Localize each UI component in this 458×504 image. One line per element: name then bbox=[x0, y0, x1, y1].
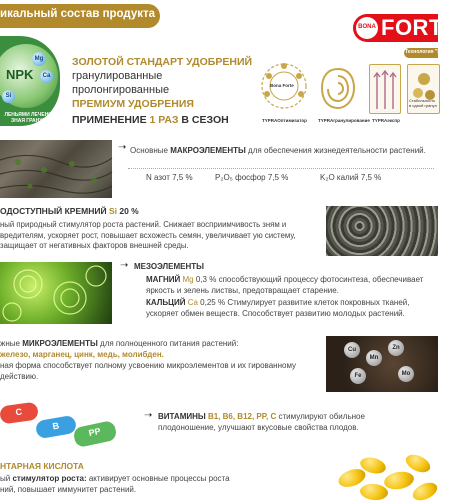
cells-photo bbox=[0, 262, 112, 324]
mg-label: МАГНИЙ bbox=[146, 275, 181, 284]
badge-label-line1: ЛЕНЬЯМИ ЛЕЧЕНИЯ bbox=[4, 112, 56, 118]
tech-express-icon bbox=[369, 64, 401, 114]
intro-application-c: В СЕЗОН bbox=[181, 114, 229, 126]
micro-body: ная форма способствует полному усвоению микроэлементов и их гированному действию. bbox=[0, 361, 297, 381]
macro-title-c: для обеспечения жизнедеятельности растений. bbox=[248, 146, 426, 155]
silicon-title-text: ОДОСТУПНЫЙ КРЕМНИЙ bbox=[0, 206, 107, 216]
intro-granulated: гранулированные bbox=[72, 70, 163, 82]
ca-symbol: Ca bbox=[187, 298, 198, 307]
tech-label-2: TYPRAгранулирование bbox=[318, 118, 370, 123]
tech-label-4: Стабильность в одной гранул bbox=[409, 98, 437, 108]
mg-symbol: Mg bbox=[182, 275, 194, 284]
silicon-title bbox=[0, 206, 139, 216]
amber-line2: ний, повышает иммунитет растений. bbox=[0, 485, 137, 494]
si-ball-icon: Si bbox=[2, 90, 15, 103]
brand-logo-bona: BONA bbox=[358, 24, 376, 30]
vitamins-list: B1, B6, B12, PP, C bbox=[207, 412, 277, 421]
fe-ball-icon: Fe bbox=[350, 368, 366, 384]
amber-title: НТАРНАЯ КИСЛОТА bbox=[0, 461, 84, 471]
granules-photo bbox=[326, 206, 438, 256]
arrow-icon: ➝ bbox=[144, 410, 153, 421]
meso-mg bbox=[146, 274, 434, 296]
micro-elements-photo bbox=[326, 336, 438, 392]
ca-ball-icon: Ca bbox=[40, 70, 53, 83]
meso-ca bbox=[146, 297, 434, 319]
macro-p: P₂O₅ фосфор 7,5 % bbox=[215, 173, 289, 182]
badge-label bbox=[0, 112, 60, 124]
amber-line1 bbox=[0, 473, 322, 484]
mg-body: способствующий процессу фотосинтеза, обеспечивает яркость и зелень листвы, предотвращает старение. bbox=[146, 275, 424, 295]
ca-body: Стимулирует развитие клеток покровных тканей, ускоряет обмен веществ. Способствует развитию молодых растений. bbox=[146, 298, 410, 318]
amber-line1-a: ый bbox=[0, 474, 11, 483]
intro-gold-standard: ЗОЛОТОЙ СТАНДАРТ УДОБРЕНИЙ bbox=[72, 56, 253, 68]
macro-n: N азот 7,5 % bbox=[146, 173, 193, 182]
vitamins-body-a: стимулируют обильное bbox=[278, 412, 365, 421]
vitamin-b-pill-icon: B bbox=[35, 415, 78, 440]
header-title: икальный состав продукта bbox=[0, 8, 156, 20]
vitamins-body-b: плодоношение, улучшают вкусовые свойства плодов. bbox=[158, 423, 359, 432]
mg-ball-icon: Mg bbox=[32, 52, 46, 66]
tech-optimizer-icon bbox=[259, 60, 309, 116]
macro-divider bbox=[128, 168, 434, 169]
tech-granule-icon bbox=[318, 64, 358, 114]
macro-title-a: Основные bbox=[130, 146, 168, 155]
tech-label-3: TYPRAэкспр bbox=[372, 118, 400, 123]
ca-pct: 0,25 % bbox=[200, 298, 226, 307]
micro-title-b: МИКРОЭЛЕМЕНТЫ bbox=[22, 339, 98, 348]
silicon-symbol: Si bbox=[108, 206, 117, 216]
amber-capsule-icon bbox=[410, 479, 440, 504]
macro-k: K₂O калий 7,5 % bbox=[320, 173, 382, 182]
vitamins-line1 bbox=[158, 411, 436, 422]
micro-list: железо, марганец, цинк, медь, молибден. bbox=[0, 350, 164, 359]
tech-bona-label: Bona Forte bbox=[270, 83, 294, 88]
brand-logo-forte: FORTE bbox=[381, 15, 458, 40]
vitamins-title: ВИТАМИНЫ bbox=[158, 412, 206, 421]
tech-label-1: TYPRAОптимизатор bbox=[262, 118, 307, 123]
silicon-body: ный природный стимулятор роста растений. Снижает восприимчивость зням и вредителям, ускоряет рост, повышает всхожесть семян, увеличивает ую систему, защищает от негативных факторов внешней среды. bbox=[0, 220, 296, 250]
badge-label-line2: ЗНАЯ ГРАНУЛЕ bbox=[10, 118, 50, 124]
amber-capsule-icon bbox=[359, 483, 388, 501]
ca-label: КАЛЬЦИЙ bbox=[146, 298, 186, 307]
mn-ball-icon: Mn bbox=[366, 350, 382, 366]
macro-title-b: МАКРОЭЛЕМЕНТЫ bbox=[170, 146, 246, 155]
amber-line1-b: стимулятор роста: bbox=[12, 474, 87, 483]
micro-post: для полноценного питания растений: bbox=[100, 339, 239, 348]
field-photo bbox=[0, 140, 112, 198]
arrow-icon: ➝ bbox=[120, 260, 129, 271]
macro-title bbox=[118, 145, 436, 156]
silicon-pct: 20 % bbox=[119, 206, 139, 216]
mg-pct: 0,3 % bbox=[195, 275, 217, 284]
micro-title bbox=[0, 338, 322, 349]
meso-title: МЕЗОЭЛЕМЕНТЫ bbox=[134, 262, 204, 271]
vitamin-pp-pill-icon: PP bbox=[72, 420, 117, 448]
vitamin-c-pill-icon: C bbox=[0, 401, 39, 424]
tech-header: Технология "SIN bbox=[405, 49, 446, 55]
npk-badge-text: NPK bbox=[6, 67, 34, 82]
arrow-icon: ➝ bbox=[118, 142, 127, 153]
intro-application-b: 1 РАЗ bbox=[149, 114, 179, 126]
zn-ball-icon: Zn bbox=[388, 340, 404, 356]
intro-prolonged: пролонгированные bbox=[72, 84, 170, 96]
intro-application bbox=[72, 114, 229, 126]
intro-premium: ПРЕМИУМ УДОБРЕНИЯ bbox=[72, 98, 194, 110]
cu-ball-icon: Cu bbox=[344, 342, 360, 358]
amber-capsule-icon bbox=[383, 470, 415, 492]
intro-application-a: ПРИМЕНЕНИЕ bbox=[72, 114, 147, 126]
mo-ball-icon: Mo bbox=[398, 366, 414, 382]
micro-pre: жные bbox=[0, 339, 20, 348]
amber-line1-c: активирует основные процессы роста bbox=[88, 474, 230, 483]
